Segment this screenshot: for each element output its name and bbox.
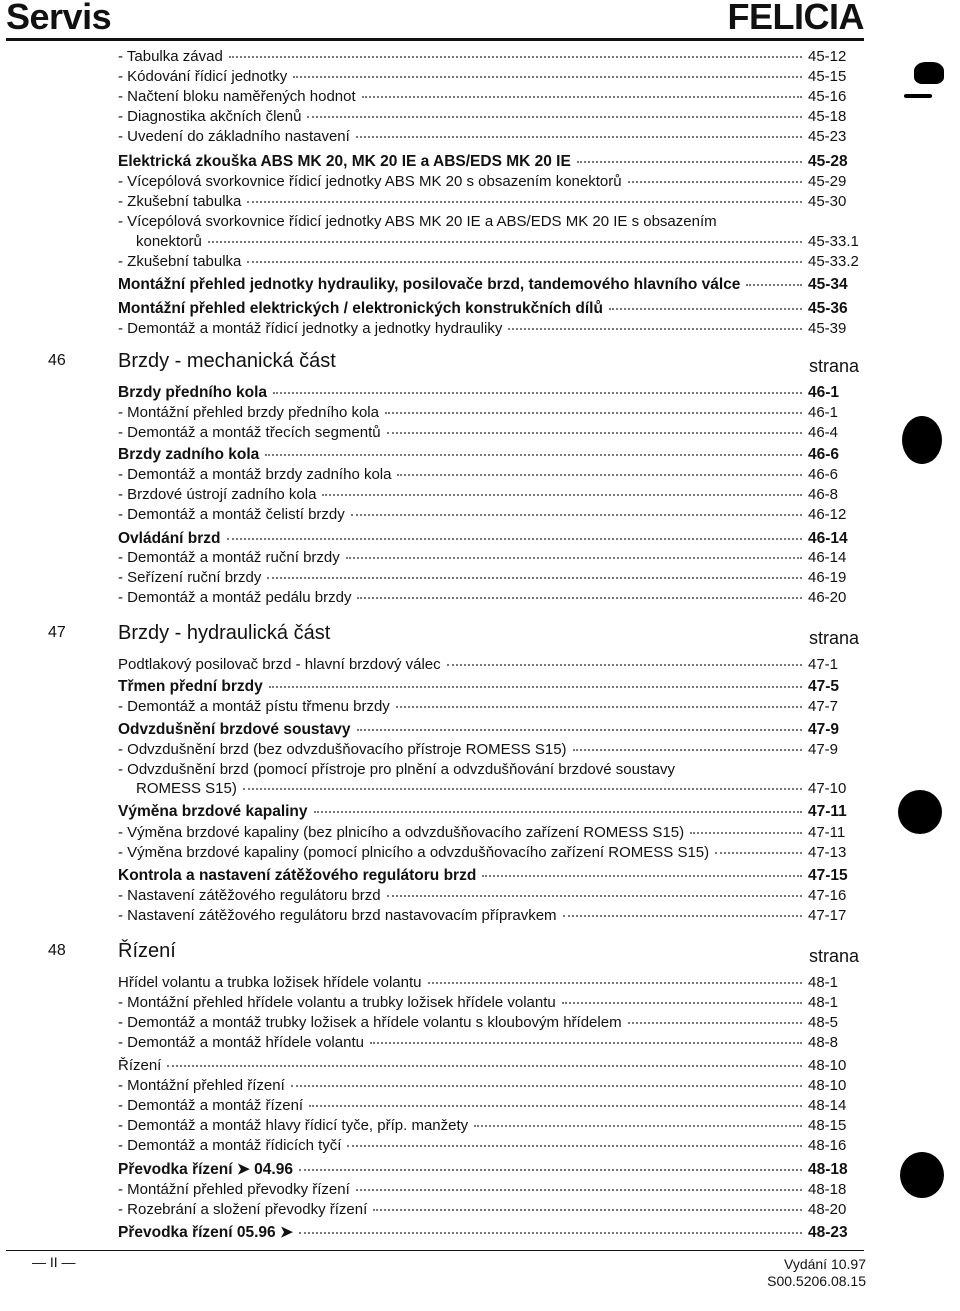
toc-dot-leader (474, 1125, 802, 1127)
toc-entry (118, 213, 870, 231)
toc-entry-page: 46-6 (808, 466, 839, 483)
toc-entry-page: 48-18 (808, 1181, 847, 1198)
toc-entry (118, 721, 870, 739)
toc-dot-leader (562, 1002, 802, 1004)
toc-dot-leader (508, 328, 802, 330)
toc-entry-title: - Kódování řídicí jednotky (118, 68, 288, 85)
toc-entry-title: Hřídel volantu a trubka ložisek hřídele volantu (118, 974, 422, 991)
toc-entry-page: 48-18 (808, 1161, 848, 1178)
toc-entry (118, 88, 870, 106)
toc-dot-leader (293, 76, 802, 78)
margin-mark (902, 416, 942, 464)
toc-entry-page: 48-10 (808, 1057, 847, 1074)
toc-entry-title: - Demontáž a montáž trubky ložisek a hřídele volantu s kloubovým hřídelem (118, 1014, 622, 1031)
toc-entry (118, 153, 870, 171)
toc-entry-page: 48-1 (808, 994, 839, 1011)
toc-entry-page: 45-15 (808, 68, 847, 85)
toc-entry (118, 994, 870, 1012)
toc-entry-title: - Odvzdušnění brzd (pomocí přístroje pro plnění a odvzdušňování brzdové soustavy (118, 761, 675, 778)
margin-mark (914, 62, 944, 84)
toc-dot-leader (387, 432, 802, 434)
toc-entry-title: - Montážní přehled hřídele volantu a trubky ložisek hřídele volantu (118, 994, 556, 1011)
toc-entry (118, 1224, 870, 1242)
toc-entry-title: - Vícepólová svorkovnice řídicí jednotky ABS MK 20 IE a ABS/EDS MK 20 IE s obsazením (118, 213, 717, 230)
toc-entry-title: - Demontáž a montáž pístu třmenu brzdy (118, 698, 390, 715)
toc-entry (118, 68, 870, 86)
toc-entry-page: 48-16 (808, 1137, 847, 1154)
toc-dot-leader (577, 161, 802, 163)
toc-entry (118, 1137, 870, 1155)
toc-entry (118, 1034, 870, 1052)
toc-entry-page: 46-8 (808, 486, 839, 503)
toc-entry-page: 46-14 (808, 549, 847, 566)
toc-entry (118, 300, 870, 318)
toc-entry-page: 46-4 (808, 424, 839, 441)
toc-dot-leader (690, 832, 802, 834)
toc-entry-page: 45-34 (808, 276, 848, 293)
toc-dot-leader (167, 1065, 802, 1067)
toc-entry-title: Výměna brzdové kapaliny (118, 803, 308, 820)
toc-entry-page: 46-19 (808, 569, 847, 586)
section-page-label: strana (809, 946, 860, 966)
toc-entry (118, 276, 870, 294)
toc-entry-title: - Brzdové ústrojí zadního kola (118, 486, 317, 503)
toc-entry-title: - Demontáž a montáž řídicích tyčí (118, 1137, 342, 1154)
toc-entry (118, 549, 870, 567)
toc-entry-title: Ovládání brzd (118, 530, 221, 547)
toc-dot-leader (291, 1085, 802, 1087)
toc-entry-page: 47-13 (808, 844, 847, 861)
footer-rule (6, 1250, 864, 1251)
toc-entry-page: 48-8 (808, 1034, 839, 1051)
toc-entry-page: 47-16 (808, 887, 847, 904)
toc-dot-leader (309, 1105, 802, 1107)
toc-entry (118, 803, 870, 821)
toc-entry-title: Brzdy předního kola (118, 384, 267, 401)
section-title: Brzdy - hydraulická část (118, 622, 331, 644)
toc-entry (118, 1097, 870, 1115)
toc-entry (118, 1201, 870, 1219)
toc-entry-page: 47-11 (808, 824, 846, 841)
toc-entry-title: - Tabulka závad (118, 48, 223, 65)
toc-entry (118, 530, 870, 548)
toc-dot-leader (265, 454, 802, 456)
toc-entry-page: 45-28 (808, 153, 848, 170)
toc-entry-title: Montážní přehled elektrických / elektronických konstrukčních dílů (118, 300, 603, 317)
toc-entry-page: 46-1 (808, 384, 840, 401)
section-number: 47 (48, 624, 66, 641)
toc-entry-title: - Načtení bloku naměřených hodnot (118, 88, 356, 105)
toc-entry-page: 48-5 (808, 1014, 839, 1031)
toc-dot-leader (746, 284, 802, 286)
margin-mark (904, 94, 932, 98)
toc-dot-leader (715, 852, 802, 854)
toc-dot-leader (347, 1145, 802, 1147)
header-left-title: Servis (6, 0, 112, 37)
toc-entry-page: 47-1 (808, 656, 839, 673)
toc-entry-page: 47-11 (808, 803, 847, 820)
toc-entry-page: 45-39 (808, 320, 847, 337)
toc-entry (118, 589, 870, 607)
toc-entry (118, 569, 870, 587)
toc-entry-page: 45-33.1 (808, 233, 859, 250)
toc-entry-title: - Demontáž a montáž řídicí jednotky a jednotky hydrauliky (118, 320, 503, 337)
toc-entry-title: konektorů (136, 233, 202, 250)
toc-entry-page: 45-16 (808, 88, 847, 105)
toc-entry-page: 45-29 (808, 173, 847, 190)
toc-entry (118, 698, 870, 716)
toc-dot-leader (357, 729, 802, 731)
toc-entry (118, 1077, 870, 1095)
toc-entry-title: - Nastavení zátěžového regulátoru brzd (118, 887, 381, 904)
footer-info (767, 1256, 866, 1290)
toc-entry-title: - Demontáž a montáž pedálu brzdy (118, 589, 352, 606)
toc-dot-leader (447, 664, 802, 666)
toc-dot-leader (247, 261, 802, 263)
toc-dot-leader (229, 56, 802, 58)
toc-entry-title: - Výměna brzdové kapaliny (bez plnicího a odvzdušňovacího zařízení ROMESS S15) (118, 824, 685, 841)
toc-dot-leader (397, 474, 802, 476)
footer-code: S00.5206.08.15 (767, 1273, 866, 1289)
toc-entry (118, 1161, 870, 1179)
toc-entry (118, 678, 870, 696)
toc-dot-leader (387, 895, 802, 897)
toc-entry-page: 48-1 (808, 974, 839, 991)
toc-entry (118, 506, 870, 524)
toc-dot-leader (396, 706, 802, 708)
toc-entry (118, 320, 870, 338)
toc-entry (118, 761, 870, 779)
toc-entry-title: - Vícepólová svorkovnice řídicí jednotky ABS MK 20 s obsazením konektorů (118, 173, 622, 190)
footer-page-number: — II — (32, 1254, 76, 1270)
toc-dot-leader (299, 1232, 802, 1234)
toc-dot-leader (247, 201, 802, 203)
toc-entry-title: - Diagnostika akčních členů (118, 108, 302, 125)
toc-entry-title: - Montážní přehled převodky řízení (118, 1181, 350, 1198)
toc-entry-page: 47-7 (808, 698, 839, 715)
toc-entry (118, 48, 870, 66)
toc-entry-title: - Demontáž a montáž hlavy řídicí tyče, příp. manžety (118, 1117, 469, 1134)
toc-entry-title: - Odvzdušnění brzd (bez odvzdušňovacího přístroje ROMESS S15) (118, 741, 567, 758)
toc-dot-leader (609, 308, 802, 310)
toc-entry (118, 656, 870, 674)
toc-entry-page: 48-14 (808, 1097, 847, 1114)
toc-entry (118, 384, 870, 402)
toc-entry-title: Brzdy zadního kola (118, 446, 260, 463)
toc-entry (118, 907, 870, 925)
toc-entry (118, 193, 870, 211)
toc-entry-page: 45-36 (808, 300, 848, 317)
margin-mark (898, 790, 942, 834)
toc-entry-title: Podtlakový posilovač brzd - hlavní brzdový válec (118, 656, 441, 673)
toc-entry (136, 780, 870, 798)
toc-entry-title: Kontrola a nastavení zátěžového regulátoru brzd (118, 867, 477, 884)
toc-entry-page: 46-6 (808, 446, 840, 463)
toc-entry-page: 47-9 (808, 741, 839, 758)
toc-entry (118, 824, 870, 842)
toc-entry-title: - Demontáž a montáž ruční brzdy (118, 549, 340, 566)
toc-entry-title: - Nastavení zátěžového regulátoru brzd nastavovacím přípravkem (118, 907, 557, 924)
toc-dot-leader (573, 749, 802, 751)
toc-dot-leader (346, 557, 802, 559)
toc-entry-title: - Zkušební tabulka (118, 193, 242, 210)
toc-dot-leader (362, 96, 802, 98)
toc-dot-leader (373, 1209, 802, 1211)
toc-entry (118, 844, 870, 862)
toc-entry-page: 47-5 (808, 678, 840, 695)
toc-dot-leader (628, 1022, 802, 1024)
toc-entry (118, 1057, 870, 1075)
toc-dot-leader (385, 412, 802, 414)
toc-entry-page: 48-23 (808, 1224, 848, 1241)
toc-entry (136, 233, 870, 251)
toc-entry-page: 47-17 (808, 907, 847, 924)
toc-entry (118, 466, 870, 484)
toc-entry-page: 45-12 (808, 48, 847, 65)
toc-entry (118, 404, 870, 422)
toc-dot-leader (563, 915, 802, 917)
toc-entry-page: 48-10 (808, 1077, 847, 1094)
toc-dot-leader (307, 116, 802, 118)
toc-dot-leader (322, 494, 802, 496)
toc-entry-title: - Výměna brzdové kapaliny (pomocí plnicího a odvzdušňovacího zařízení ROMESS S15) (118, 844, 710, 861)
toc-entry-title: ROMESS S15) (136, 780, 237, 797)
section-number: 48 (48, 942, 66, 959)
toc-entry-title: - Montážní přehled řízení (118, 1077, 285, 1094)
toc-entry-title: - Demontáž a montáž čelistí brzdy (118, 506, 345, 523)
toc-entry (118, 1014, 870, 1032)
toc-dot-leader (267, 577, 802, 579)
toc-entry-page: 48-15 (808, 1117, 847, 1134)
toc-entry-page: 45-18 (808, 108, 847, 125)
toc-entry-page: 46-12 (808, 506, 847, 523)
toc-dot-leader (628, 181, 802, 183)
toc-entry-page: 47-10 (808, 780, 847, 797)
toc-entry-title: - Demontáž a montáž brzdy zadního kola (118, 466, 392, 483)
toc-entry-title: Elektrická zkouška ABS MK 20, MK 20 IE a ABS/EDS MK 20 IE (118, 153, 571, 170)
toc-entry-page: 45-30 (808, 193, 847, 210)
toc-dot-leader (351, 514, 802, 516)
toc-entry-title: Převodka řízení ➤ 04.96 (118, 1161, 293, 1178)
toc-dot-leader (273, 392, 802, 394)
toc-entry (118, 108, 870, 126)
section-title: Řízení (118, 940, 176, 962)
toc-entry (118, 253, 870, 271)
toc-dot-leader (299, 1169, 802, 1171)
toc-entry-title: Montážní přehled jednotky hydrauliky, posilovače brzd, tandemového hlavního válce (118, 276, 741, 293)
toc-entry-title: Převodka řízení 05.96 ➤ (118, 1224, 293, 1241)
section-title: Brzdy - mechanická část (118, 350, 336, 372)
toc-entry-title: Třmen přední brzdy (118, 678, 263, 695)
toc-entry-page: 46-14 (808, 530, 848, 547)
toc-entry-title: - Uvedení do základního nastavení (118, 128, 350, 145)
toc-entry (118, 1181, 870, 1199)
toc-entry-title: Odvzdušnění brzdové soustavy (118, 721, 351, 738)
section-page-label: strana (809, 628, 860, 648)
toc-entry-page: 47-15 (808, 867, 848, 884)
footer-edition: Vydání 10.97 (784, 1256, 866, 1272)
margin-mark (900, 1152, 944, 1198)
toc-entry-page: 46-20 (808, 589, 847, 606)
toc-entry (118, 128, 870, 146)
toc-dot-leader (227, 538, 803, 540)
toc-entry-title: - Demontáž a montáž řízení (118, 1097, 304, 1114)
toc-entry-page: 47-9 (808, 721, 840, 738)
toc-entry (118, 173, 870, 191)
section-number: 46 (48, 352, 66, 369)
toc-dot-leader (482, 875, 802, 877)
toc-dot-leader (314, 811, 802, 813)
toc-entry (118, 486, 870, 504)
toc-entry (118, 887, 870, 905)
header-rule (6, 38, 864, 41)
toc-entry-page: 45-33.2 (808, 253, 859, 270)
header-right-title: FELICIA (727, 0, 864, 37)
toc-entry (118, 741, 870, 759)
section-page-label: strana (809, 356, 860, 376)
toc-entry-title: - Demontáž a montáž třecích segmentů (118, 424, 381, 441)
toc-entry-title: - Rozebrání a složení převodky řízení (118, 1201, 368, 1218)
toc-entry-title: - Demontáž a montáž hřídele volantu (118, 1034, 364, 1051)
toc-entry-title: - Seřízení ruční brzdy (118, 569, 262, 586)
toc-entry-page: 46-1 (808, 404, 839, 421)
toc-dot-leader (269, 686, 802, 688)
toc-dot-leader (356, 136, 802, 138)
toc-entry-page: 45-23 (808, 128, 847, 145)
toc-entry (118, 867, 870, 885)
toc-entry (118, 446, 870, 464)
toc-entry (118, 1117, 870, 1135)
toc-dot-leader (357, 597, 802, 599)
toc-dot-leader (428, 982, 802, 984)
toc-entry (118, 424, 870, 442)
toc-entry-title: - Montážní přehled brzdy předního kola (118, 404, 379, 421)
toc-dot-leader (356, 1189, 802, 1191)
toc-dot-leader (370, 1042, 802, 1044)
toc-dot-leader (243, 788, 802, 790)
toc-dot-leader (208, 241, 802, 243)
toc-entry (118, 974, 870, 992)
toc-entry-title: Řízení (118, 1057, 162, 1074)
toc-entry-title: - Zkušební tabulka (118, 253, 242, 270)
toc-entry-page: 48-20 (808, 1201, 847, 1218)
